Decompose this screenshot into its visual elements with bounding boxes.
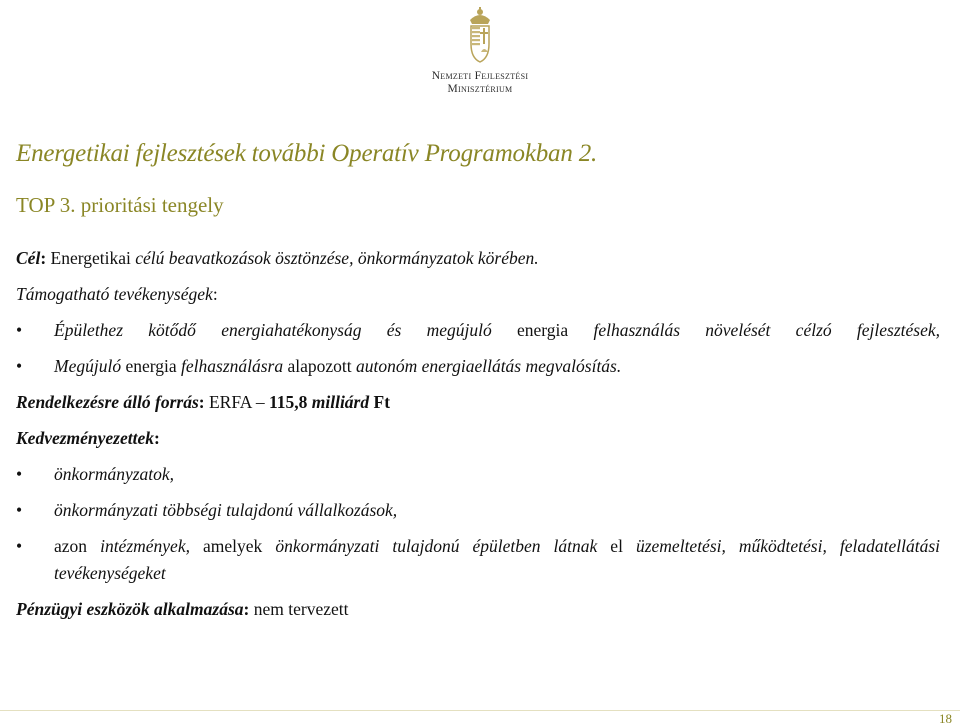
- funding-currency: Ft: [373, 392, 391, 412]
- beneficiaries-bullet-3-a: azon: [54, 536, 88, 556]
- supported-bullet-2-a: Megújuló: [54, 356, 122, 376]
- beneficiaries-bullet-3-f: üzemeltetési, működtetési, feladatellátási tevékenységeket: [54, 536, 941, 583]
- supported-bullet-1: [16, 317, 940, 344]
- financial-label: Pénzügyi eszközök alkalmazása: [16, 599, 244, 619]
- goal-text-a: Energetikai: [50, 248, 131, 268]
- beneficiaries-bullet-3-e: el: [610, 536, 623, 556]
- page-number: 18: [939, 711, 952, 726]
- logo-text-line1: Nemzeti Fejlesztési: [431, 70, 529, 82]
- supported-bullet-2-e: autonóm energiaellátás megvalósítás.: [356, 356, 622, 376]
- supported-bullet-2-d: alapozott: [287, 356, 352, 376]
- beneficiaries-bullet-2-text: önkormányzati többségi tulajdonú vállalkozások,: [54, 500, 398, 520]
- supported-bullet-1-a: Épülethez kötődő energiahatékonyság és megújuló: [54, 320, 492, 340]
- supported-heading: Támogatható tevékenységek:: [16, 284, 218, 304]
- goal-text-b: célú beavatkozások ösztönzése, önkormányzatok körében.: [135, 248, 539, 268]
- supported-bullet-2-b: energia: [125, 356, 177, 376]
- beneficiaries-label: Kedvezményezettek: [16, 428, 155, 448]
- beneficiaries-bullet-1: [16, 461, 940, 488]
- funding-dash: –: [255, 392, 265, 412]
- beneficiaries-bullet-3: [16, 533, 940, 587]
- funding-source: ERFA: [208, 392, 252, 412]
- goal-label: Cél: [16, 248, 41, 268]
- supported-bullet-1-b: energia: [517, 320, 569, 340]
- funding-label: Rendelkezésre álló forrás: [16, 392, 199, 412]
- beneficiaries-bullet-1-text: önkormányzatok,: [54, 464, 175, 484]
- beneficiaries-bullet-3-c: amelyek: [203, 536, 263, 556]
- logo-text-line2: Minisztérium: [447, 83, 513, 95]
- supported-bullet-1-c: felhasználás növelését célzó fejlesztések,: [593, 320, 940, 340]
- slide-body: [16, 245, 940, 623]
- supported-bullet-2: [16, 353, 940, 380]
- funding-amount: 115,8: [268, 392, 308, 412]
- beneficiaries-bullet-2: [16, 497, 940, 524]
- slide-subtitle: TOP 3. prioritási tengely: [16, 193, 224, 217]
- goal-line: Cél: Energetikai célú beavatkozások ösztönzése, önkormányzatok körében.: [16, 248, 539, 268]
- funding-unit: milliárd: [311, 392, 370, 412]
- beneficiaries-heading: Kedvezményezettek:: [16, 428, 160, 448]
- funding-line: Rendelkezésre álló forrás: ERFA – 115,8 milliárd Ft: [16, 392, 391, 412]
- coat-of-arms-icon: [460, 6, 500, 66]
- footer-divider: [0, 710, 960, 711]
- financial-text: nem tervezett: [253, 599, 349, 619]
- supported-label: Támogatható tevékenységek: [16, 284, 213, 304]
- beneficiaries-bullet-3-b: intézmények,: [100, 536, 190, 556]
- beneficiaries-bullet-3-d: önkormányzati tulajdonú épületben látnak: [275, 536, 598, 556]
- ministry-logo: [410, 6, 550, 96]
- financial-line: Pénzügyi eszközök alkalmazása: nem tervezett: [16, 599, 349, 619]
- slide-title: Energetikai fejlesztések további Operatív Programokban 2.: [16, 140, 598, 167]
- supported-bullet-2-c: felhasználásra: [181, 356, 284, 376]
